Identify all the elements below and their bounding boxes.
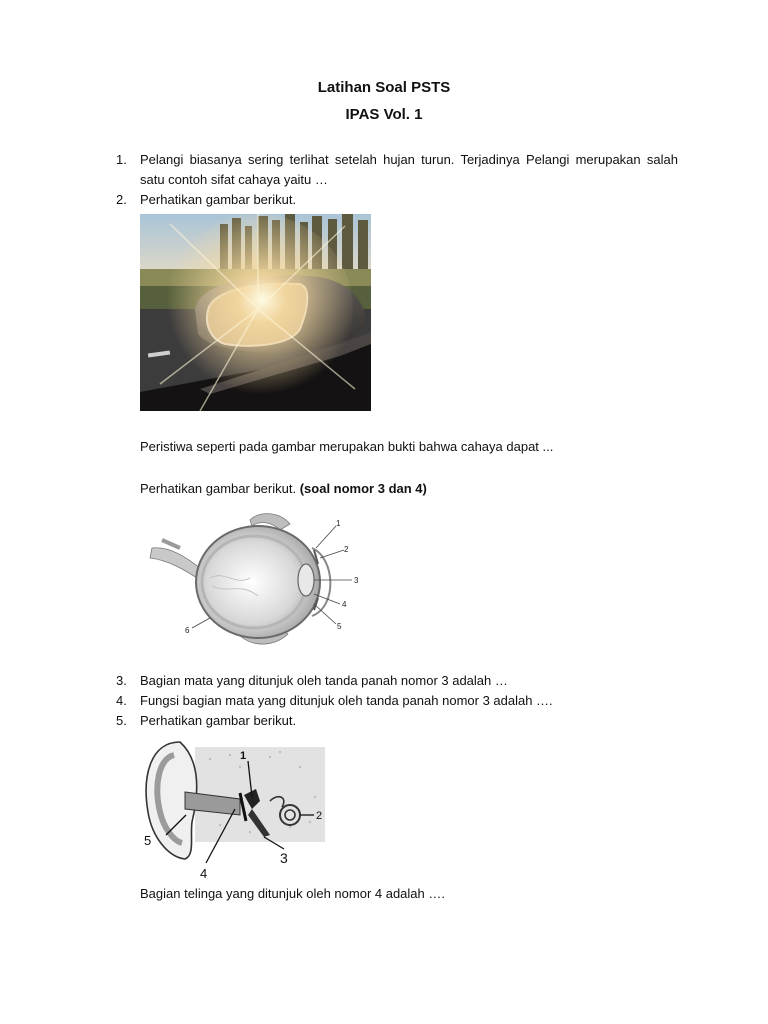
eye-intro bbox=[140, 479, 427, 499]
eye-label-1: 1 bbox=[336, 519, 341, 528]
question-number: 4. bbox=[116, 693, 127, 708]
eye-label-5: 5 bbox=[337, 622, 342, 631]
question-number: 2. bbox=[116, 192, 127, 207]
document-subtitle: IPAS Vol. 1 bbox=[345, 106, 423, 123]
eye-label-4: 4 bbox=[342, 600, 347, 609]
question-2-caption: Peristiwa seperti pada gambar merupakan bukti bahwa cahaya dapat ... bbox=[140, 439, 554, 454]
question-text: Fungsi bagian mata yang ditunjuk oleh tanda panah nomor 3 adalah …. bbox=[140, 693, 553, 708]
side-mirror-photo bbox=[140, 214, 371, 411]
question-5 bbox=[0, 711, 768, 731]
ear-label-2: 2 bbox=[316, 810, 323, 822]
ear-label-5: 5 bbox=[144, 833, 152, 848]
question-5-caption: Bagian telinga yang ditunjuk oleh nomor 4 adalah …. bbox=[140, 886, 445, 901]
eye-label-2: 2 bbox=[344, 545, 349, 554]
ear-illustration bbox=[140, 737, 340, 882]
question-3 bbox=[0, 671, 768, 691]
question-text: Perhatikan gambar berikut. bbox=[140, 713, 297, 728]
eye-diagram bbox=[140, 508, 380, 658]
eye-illustration bbox=[140, 508, 380, 658]
eye-label-3: 3 bbox=[354, 576, 359, 585]
question-2 bbox=[0, 190, 768, 210]
question-4 bbox=[0, 691, 768, 711]
eye-label-6: 6 bbox=[185, 626, 190, 635]
question-text: Bagian mata yang ditunjuk oleh tanda panah nomor 3 adalah … bbox=[140, 673, 508, 688]
question-number: 3. bbox=[116, 673, 127, 688]
ear-label-4: 4 bbox=[200, 866, 208, 881]
question-number: 1. bbox=[116, 152, 127, 167]
eye-intro-text: Perhatikan gambar berikut. bbox=[140, 481, 297, 496]
ear-label-3: 3 bbox=[280, 850, 288, 866]
eye-intro-note: (soal nomor 3 dan 4) bbox=[299, 481, 427, 496]
ear-label-1: 1 bbox=[240, 750, 247, 762]
question-1 bbox=[0, 150, 768, 190]
question-text: Perhatikan gambar berikut. bbox=[140, 192, 297, 207]
question-number: 5. bbox=[116, 713, 127, 728]
question-text: Pelangi biasanya sering terlihat setelah hujan turun. Terjadinya Pelangi merupakan salah satu contoh sifat cahaya yaitu … bbox=[140, 152, 678, 187]
side-mirror-image bbox=[140, 214, 371, 411]
document-title: Latihan Soal PSTS bbox=[317, 79, 451, 96]
ear-diagram bbox=[140, 737, 340, 882]
